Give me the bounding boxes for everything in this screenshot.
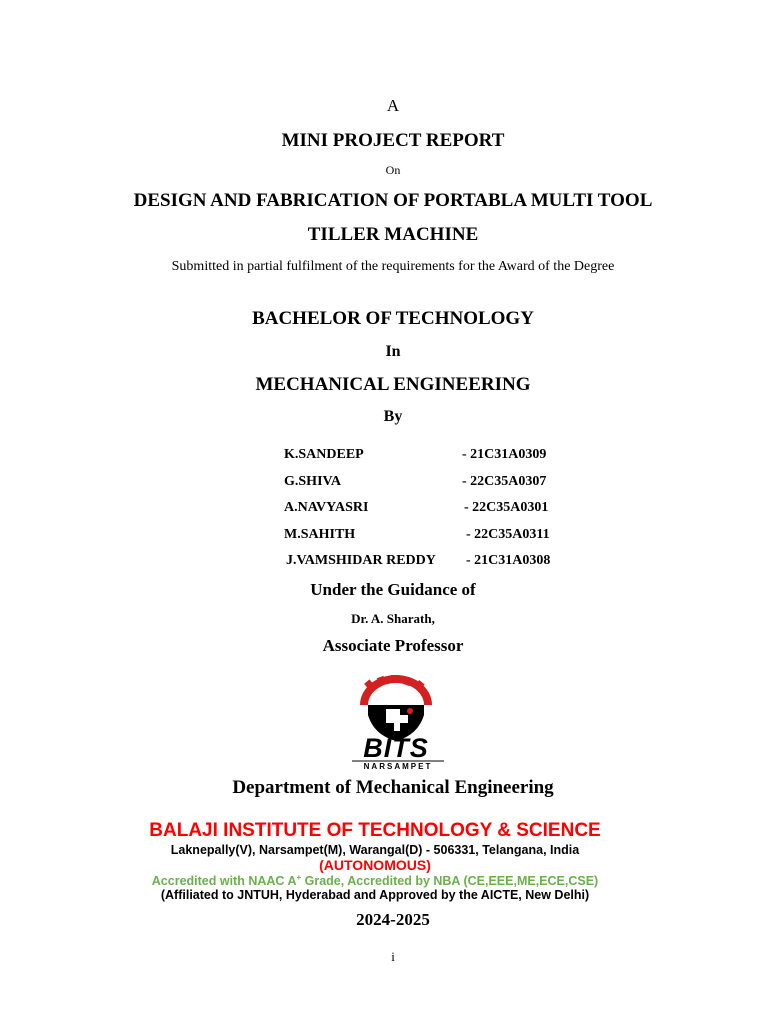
by-label: By — [383, 408, 403, 425]
student-roll: - 21C31A0309 — [462, 447, 547, 462]
department-name: Department of Mechanical Engineering — [232, 777, 554, 798]
article-a: A — [386, 96, 400, 115]
autonomous-label: (AUTONOMOUS) — [319, 857, 431, 873]
student-name: M.SAHITH — [284, 527, 356, 542]
student-roll: - 22C35A0301 — [464, 500, 549, 515]
student-name: G.SHIVA — [284, 474, 341, 489]
title-line-2: TILLER MACHINE — [307, 224, 479, 245]
bits-emblem-icon — [338, 675, 458, 775]
institute-name: BALAJI INSTITUTE OF TECHNOLOGY & SCIENCE — [149, 820, 601, 841]
student-roll: - 22C35A0307 — [462, 474, 547, 489]
academic-year: 2024-2025 — [356, 910, 430, 929]
guide-name: Dr. A. Sharath, — [351, 611, 435, 626]
student-name: J.VAMSHIDAR REDDY — [286, 553, 436, 568]
degree-name: BACHELOR OF TECHNOLOGY — [252, 308, 534, 329]
student-name: K.SANDEEP — [284, 447, 364, 462]
submitted-text: Submitted in partial fulfilment of the requirements for the Award of the Degree — [171, 259, 615, 274]
college-logo — [338, 675, 458, 775]
institute-address: Laknepally(V), Narsampet(M), Warangal(D) - 506331, Telangana, India — [170, 843, 580, 857]
accreditation-text: Accredited with NAAC A+ Grade, Accredited by NBA (CE,EEE,ME,ECE,CSE) — [151, 872, 599, 888]
logo-text: BITS — [363, 733, 429, 763]
guide-designation: Associate Professor — [322, 636, 464, 655]
student-roll: - 22C35A0311 — [466, 527, 550, 542]
title-line-1: DESIGN AND FABRICATION OF PORTABLA MULTI TOOL — [133, 190, 653, 211]
guidance-label: Under the Guidance of — [310, 580, 476, 599]
branch-name: MECHANICAL ENGINEERING — [255, 374, 531, 395]
report-type: MINI PROJECT REPORT — [281, 130, 505, 151]
on-label: On — [385, 163, 401, 177]
student-name: A.NAVYASRI — [284, 500, 369, 515]
in-label: In — [385, 343, 401, 360]
affiliation-text: (Affiliated to JNTUH, Hyderabad and Approved by the AICTE, New Delhi) — [160, 888, 590, 902]
student-roll: - 21C31A0308 — [466, 553, 551, 568]
logo-subtext: NARSAMPET — [363, 762, 433, 771]
page-number: i — [391, 949, 395, 964]
